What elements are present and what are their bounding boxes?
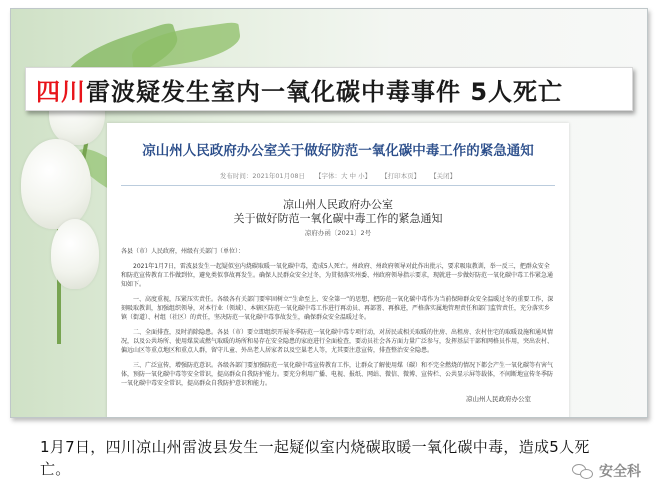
notice-document xyxy=(107,123,569,418)
headline-text: 雷波疑发生室内一氧化碳中毒事件 5人死亡 xyxy=(86,77,564,106)
document-meta-bar xyxy=(121,171,555,186)
publish-date: 发布时间：2021年01月08日 xyxy=(219,172,305,180)
image-caption: 1月7日，四川凉山州雷波县发生一起疑似室内烧碳取暖一氧化碳中毒，造成5人死亡。 xyxy=(40,438,590,478)
font-size-control[interactable]: 【字体：大 中 小】 xyxy=(314,172,372,180)
print-link[interactable]: 【打印本页】 xyxy=(381,172,421,180)
headline-location: 四川 xyxy=(36,77,86,106)
document-number: 凉府办函〔2021〕2号 xyxy=(304,229,372,237)
source-watermark xyxy=(572,461,641,481)
body-paragraph: 一、高度重视，压紧压实责任。各级各有关部门要牢固树立“生命至上、安全第一”的思想，把防范一氧化碳中毒作为当前保障群众安全温暖过冬的重要工作，深刻吸取教训，加强组织领导，对本行业（领域）、本辖区防范一氧化碳中毒工作进行再动员、再部署、再推进，严格落实属地管理责任和部门监管责任，充分落实乡镇（街道）、村组（社区）的责任，坚决防范一氧化碳中毒事故发生，确保群众安全温暖过冬。 xyxy=(121,296,554,321)
body-paragraph: 2021年1月7日，雷波县发生一起疑似室内烧碳取暖一氧化碳中毒，造成5人死亡。州政府、州政府领导对此作出批示，要求吸取教训，举一反三，把群众安全和防范宣传教育工作做到位，避免类似事故再发生。确保人民群众安全过冬，为贯彻落实州委、州政府领导指示要求，现就进一步做好防范一氧化碳中毒工作紧急通知如下。 xyxy=(121,263,554,288)
document-signature: 凉山州人民政府办公室 xyxy=(466,395,531,403)
body-paragraph: 三、广泛宣传，增强防范意识。各级各部门要加强防范一氧化碳中毒宣传教育工作，让群众了解使用煤（碳）和不完全燃烧的情况下都会产生一氧化碳等有害气体，预防一氧化碳中毒等安全常识，提高群众自我防护能力。要充分利用广播、电视、报纸、网站、微信、微博、宣传栏、公共显示屏等载体，不间断地宣传冬季防一氧化碳中毒安全常识，提高群众自我防护意识和能力。 xyxy=(121,362,554,387)
tulip-decoration xyxy=(21,139,91,229)
headline-banner xyxy=(25,67,633,111)
body-paragraph: 二、全面排查，及时消除隐患。各县（市）要立即组织开展冬季防范一氧化碳中毒专项行动，对居民或相关取暖的住房、出租房、农村住宅的取暖设施和通风情况，以及公共场所、使用煤炭或燃气取暖的场所和易存在安全隐患的家庭进行全面检查，要动员社会各方面力量广泛参与，发挥基层干部和网格员作用，突出农村、偏远山区等重点地区和重点人群，留守儿童、外出老人居家者以及空巢老人等，尤其要注意宣传，排查整治安全隐患。 xyxy=(121,329,554,354)
document-body xyxy=(121,247,555,388)
wechat-icon xyxy=(572,462,594,480)
watermark-text: 安全科 xyxy=(599,464,641,480)
addressee: 各县（市）人民政府，州级有关部门（单位）： xyxy=(121,248,245,255)
issuing-organization: 凉山州人民政府办公室 xyxy=(283,198,393,211)
document-title: 凉山州人民政府办公室关于做好防范一氧化碳中毒工作的紧急通知 xyxy=(142,143,534,159)
document-subject: 关于做好防范一氧化碳中毒工作的紧急通知 xyxy=(233,212,443,225)
image-frame xyxy=(10,8,648,418)
close-link[interactable]: 【关闭】 xyxy=(430,172,457,180)
tulip-decoration xyxy=(51,219,99,289)
